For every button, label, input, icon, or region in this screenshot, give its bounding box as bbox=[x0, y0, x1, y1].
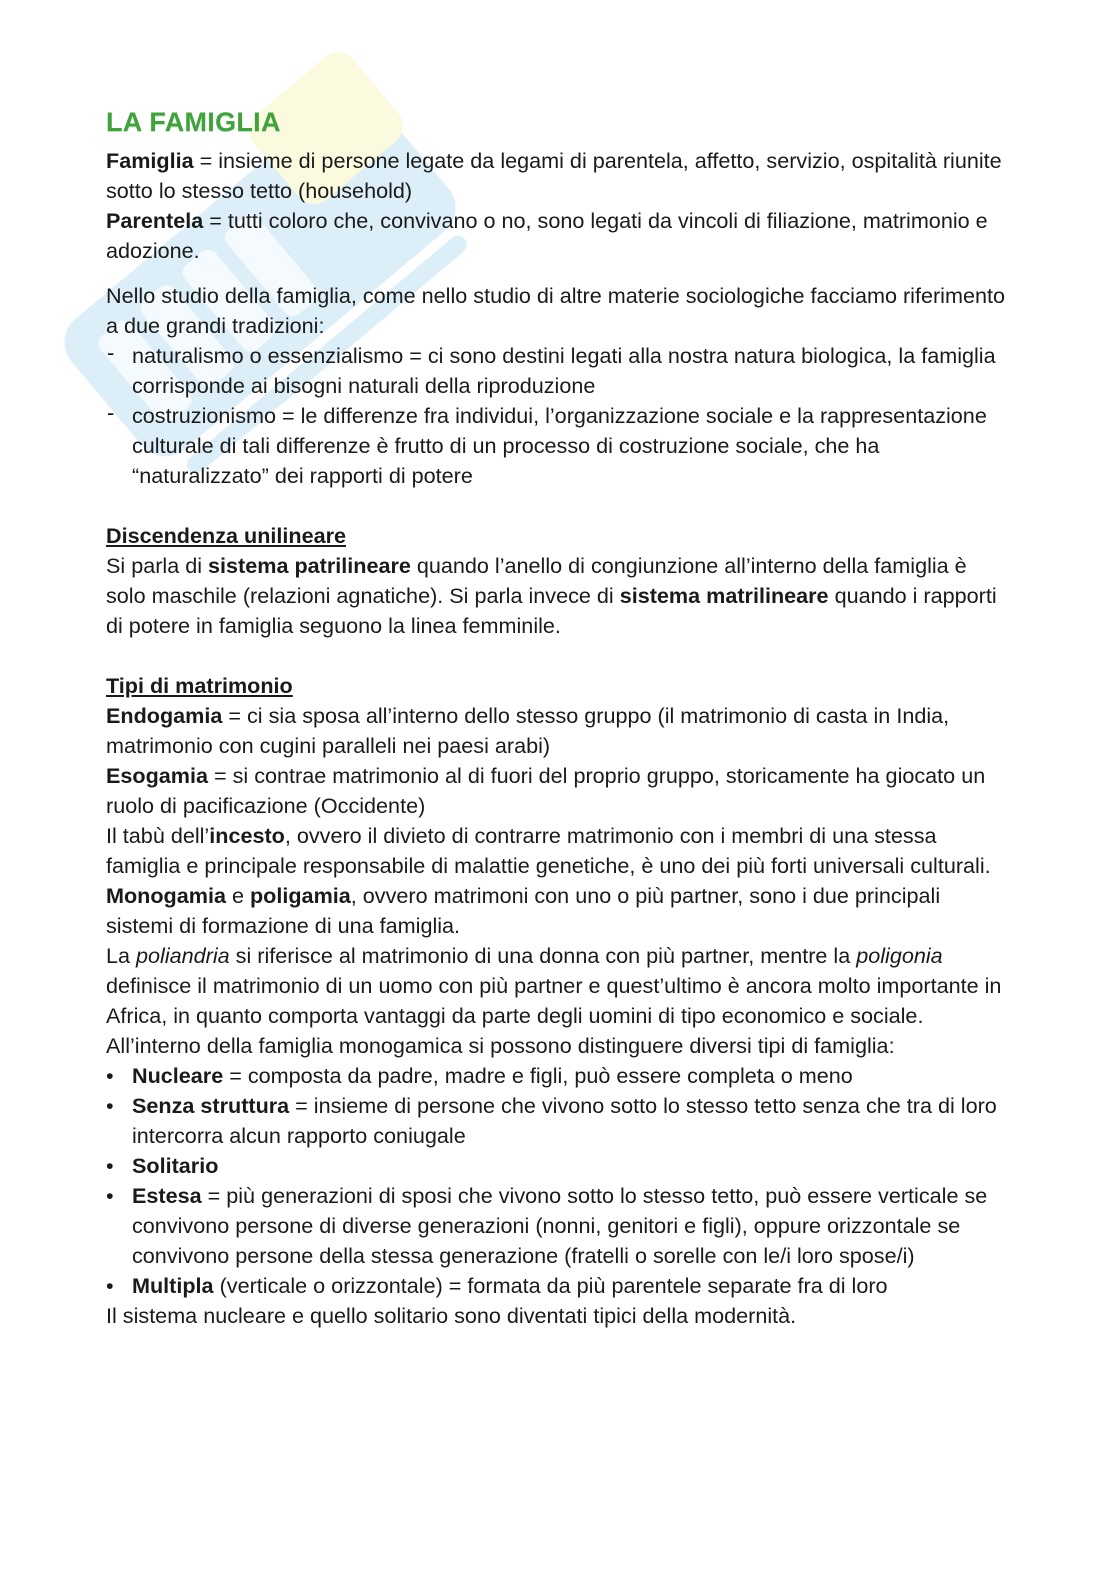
list-item: • Multipla (verticale o orizzontale) = formata da più parentele separate fra di loro bbox=[106, 1271, 1011, 1301]
paragraph-poliandria: La poliandria si riferisce al matrimonio di una donna con più partner, mentre la poligonia definisce il matrimonio di un uomo con più partner e quest’ultimo è ancora molto importante in Africa, in quanto comporta vantaggi da parte degli uomini di tipo economico e sociale. bbox=[106, 943, 1002, 1028]
paragraph-monogamia: Monogamia e poligamia, ovvero matrimoni con uno o più partner, sono i due principali sistemi di formazione di una famiglia. bbox=[106, 883, 941, 938]
definition-parentela: Parentela = tutti coloro che, convivano o no, sono legati da vincoli di filiazione, matrimonio e adozione. bbox=[106, 208, 988, 263]
list-item: • Solitario bbox=[106, 1151, 1011, 1181]
term-parentela: Parentela bbox=[106, 208, 204, 233]
section-heading-matrimonio: Tipi di matrimonio bbox=[106, 673, 293, 698]
family-types-list bbox=[106, 1061, 1011, 1301]
list-item: • Nucleare = composta da padre, madre e figli, può essere completa o meno bbox=[106, 1061, 1011, 1091]
definition-endogamia: Endogamia = ci sia sposa all’interno dello stesso gruppo (il matrimonio di casta in India, matrimonio con cugini paralleli nei paesi arabi) bbox=[106, 703, 950, 758]
section-heading-discendenza: Discendenza unilineare bbox=[106, 523, 347, 548]
paragraph-family-types-intro: All’interno della famiglia monogamica si possono distinguere diversi tipi di famiglia: bbox=[106, 1033, 895, 1058]
paragraph-incesto: Il tabù dell’incesto, ovvero il divieto di contrarre matrimonio con i membri di una stessa famiglia e principale responsabile di malattie genetiche, è uno dei più forti universali culturali. bbox=[106, 823, 991, 878]
document-page bbox=[106, 104, 1011, 1331]
list-item: - naturalismo o essenzialismo = ci sono destini legati alla nostra natura biologica, la famiglia corrisponde ai bisogni naturali della riproduzione bbox=[106, 341, 1011, 401]
list-item: • Senza struttura = insieme di persone che vivono sotto lo stesso tetto senza che tra di loro intercorra alcun rapporto coniugale bbox=[106, 1091, 1011, 1151]
intro-paragraph: Nello studio della famiglia, come nello studio di altre materie sociologiche facciamo riferimento a due grandi tradizioni: bbox=[106, 283, 1005, 338]
discendenza-paragraph: Si parla di sistema patrilineare quando l’anello di congiunzione all’interno della famiglia è solo maschile (relazioni agnatiche). Si parla invece di sistema matrilineare quando i rapporti di potere in famiglia seguono la linea femminile. bbox=[106, 553, 997, 638]
page-title: LA FAMIGLIA bbox=[106, 107, 281, 137]
traditions-list bbox=[106, 341, 1011, 491]
definition-famiglia: Famiglia = insieme di persone legate da legami di parentela, affetto, servizio, ospitalità riunite sotto lo stesso tetto (household) bbox=[106, 148, 1002, 203]
closing-paragraph: Il sistema nucleare e quello solitario sono diventati tipici della modernità. bbox=[106, 1303, 797, 1328]
term-famiglia: Famiglia bbox=[106, 148, 194, 173]
list-item: • Estesa = più generazioni di sposi che vivono sotto lo stesso tetto, può essere verticale se convivono persone di diverse generazioni (nonni, genitori e figli), oppure orizzontale se convivono persone della stessa generazione (fratelli o sorelle con le/i loro spose/i) bbox=[106, 1181, 1011, 1271]
list-item: - costruzionismo = le differenze fra individui, l’organizzazione sociale e la rappresentazione culturale di tali differenze è frutto di un processo di costruzione sociale, che ha “naturalizzato” dei rapporti di potere bbox=[106, 401, 1011, 491]
definition-esogamia: Esogamia = si contrae matrimonio al di fuori del proprio gruppo, storicamente ha giocato un ruolo di pacificazione (Occidente) bbox=[106, 763, 986, 818]
